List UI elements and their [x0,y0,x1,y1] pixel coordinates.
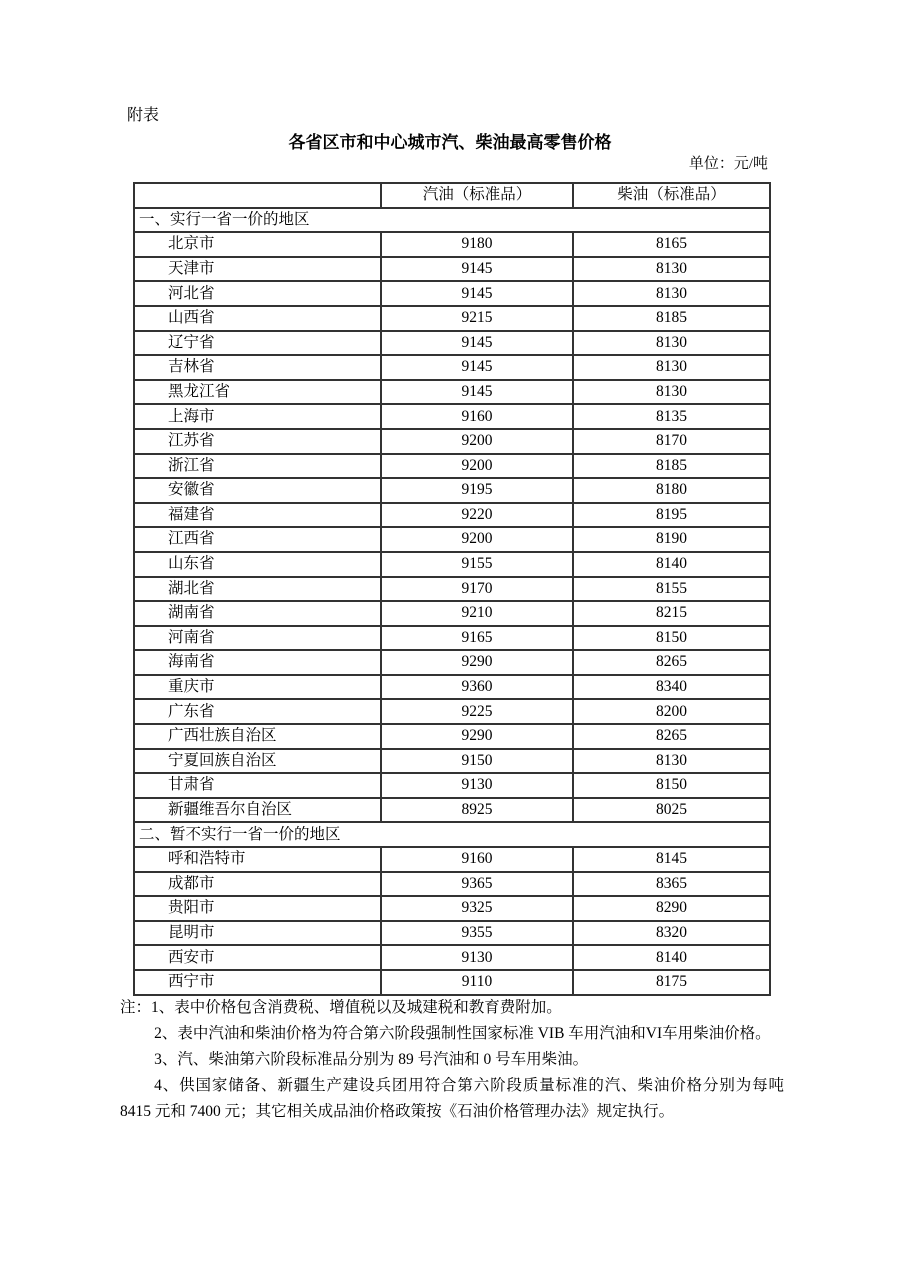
table-row [134,626,770,651]
gasoline-price-cell: 9325 [381,896,573,921]
diesel-price-cell: 8150 [573,773,770,798]
note-line: 2、表中汽油和柴油价格为符合第六阶段强制性国家标准 VIB 车用汽油和VI车用柴油价格。 [154,1025,771,1042]
gasoline-price-cell: 9160 [381,847,573,872]
section-header-row [134,822,770,847]
gasoline-price-cell: 9210 [381,601,573,626]
diesel-price-cell: 8290 [573,896,770,921]
table-row [134,847,770,872]
table-row [134,749,770,774]
table-row [134,232,770,257]
gasoline-price-cell: 9165 [381,626,573,651]
table-row [134,281,770,306]
table-row [134,773,770,798]
price-table [133,182,771,996]
diesel-price-cell: 8190 [573,527,770,552]
gasoline-price-cell: 9145 [381,257,573,282]
page-title: 各省区市和中心城市汽、柴油最高零售价格 [288,133,612,152]
region-cell: 甘肃省 [134,773,381,798]
region-cell: 海南省 [134,650,381,675]
region-cell: 天津市 [134,257,381,282]
table-row [134,552,770,577]
table-row [134,478,770,503]
diesel-price-cell: 8135 [573,404,770,429]
diesel-price-cell: 8180 [573,478,770,503]
table-row [134,306,770,331]
diesel-price-cell: 8320 [573,921,770,946]
region-cell: 安徽省 [134,478,381,503]
region-cell: 贵阳市 [134,896,381,921]
gasoline-price-cell: 9130 [381,945,573,970]
gasoline-price-cell: 9180 [381,232,573,257]
section-header: 二、暂不实行一省一价的地区 [134,822,770,847]
col-header-diesel: 柴油（标准品） [573,183,770,208]
attachment-label: 附表 [127,107,160,124]
diesel-price-cell: 8150 [573,626,770,651]
region-cell: 黑龙江省 [134,380,381,405]
region-cell: 辽宁省 [134,331,381,356]
region-cell: 西安市 [134,945,381,970]
region-cell: 江西省 [134,527,381,552]
diesel-price-cell: 8195 [573,503,770,528]
diesel-price-cell: 8130 [573,257,770,282]
gasoline-price-cell: 9225 [381,699,573,724]
table-row [134,429,770,454]
gasoline-price-cell: 9130 [381,773,573,798]
table-row [134,970,770,995]
table-row [134,257,770,282]
notes-block [120,995,784,1125]
table-row [134,454,770,479]
table-row [134,404,770,429]
region-cell: 河北省 [134,281,381,306]
col-header-region [134,183,381,208]
table-row [134,380,770,405]
gasoline-price-cell: 9360 [381,675,573,700]
diesel-price-cell: 8140 [573,552,770,577]
gasoline-price-cell: 9215 [381,306,573,331]
gasoline-price-cell: 9145 [381,355,573,380]
diesel-price-cell: 8165 [573,232,770,257]
region-cell: 昆明市 [134,921,381,946]
diesel-price-cell: 8130 [573,749,770,774]
region-cell: 吉林省 [134,355,381,380]
diesel-price-cell: 8265 [573,724,770,749]
region-cell: 西宁市 [134,970,381,995]
gasoline-price-cell: 9145 [381,281,573,306]
table-row [134,503,770,528]
region-cell: 成都市 [134,872,381,897]
note-line: 4、供国家储备、新疆生产建设兵团用符合第六阶段质量标准的汽、柴油价格分别为每吨 8415 元和 7400 元；其它相关成品油价格政策按《石油价格管理办法》规定执行。 [120,1077,784,1120]
gasoline-price-cell: 9355 [381,921,573,946]
region-cell: 上海市 [134,404,381,429]
region-cell: 福建省 [134,503,381,528]
diesel-price-cell: 8170 [573,429,770,454]
gasoline-price-cell: 9110 [381,970,573,995]
region-cell: 山西省 [134,306,381,331]
region-cell: 湖南省 [134,601,381,626]
gasoline-price-cell: 9145 [381,331,573,356]
diesel-price-cell: 8185 [573,306,770,331]
table-row [134,921,770,946]
diesel-price-cell: 8185 [573,454,770,479]
table-row [134,527,770,552]
table-row [134,355,770,380]
region-cell: 湖北省 [134,577,381,602]
gasoline-price-cell: 9220 [381,503,573,528]
region-cell: 北京市 [134,232,381,257]
region-cell: 宁夏回族自治区 [134,749,381,774]
diesel-price-cell: 8155 [573,577,770,602]
diesel-price-cell: 8140 [573,945,770,970]
region-cell: 呼和浩特市 [134,847,381,872]
region-cell: 浙江省 [134,454,381,479]
diesel-price-cell: 8145 [573,847,770,872]
gasoline-price-cell: 9365 [381,872,573,897]
table-row [134,724,770,749]
diesel-price-cell: 8130 [573,281,770,306]
table-row [134,650,770,675]
region-cell: 河南省 [134,626,381,651]
gasoline-price-cell: 9200 [381,454,573,479]
gasoline-price-cell: 9290 [381,724,573,749]
gasoline-price-cell: 9200 [381,429,573,454]
gasoline-price-cell: 9290 [381,650,573,675]
diesel-price-cell: 8340 [573,675,770,700]
gasoline-price-cell: 9170 [381,577,573,602]
diesel-price-cell: 8130 [573,355,770,380]
section-header: 一、实行一省一价的地区 [134,208,770,233]
note-line: 3、汽、柴油第六阶段标准品分别为 89 号汽油和 0 号车用柴油。 [154,1051,589,1068]
diesel-price-cell: 8200 [573,699,770,724]
region-cell: 重庆市 [134,675,381,700]
region-cell: 广西壮族自治区 [134,724,381,749]
table-row [134,331,770,356]
table-row [134,675,770,700]
region-cell: 江苏省 [134,429,381,454]
region-cell: 山东省 [134,552,381,577]
region-cell: 广东省 [134,699,381,724]
diesel-price-cell: 8025 [573,798,770,823]
col-header-gasoline: 汽油（标准品） [381,183,573,208]
gasoline-price-cell: 8925 [381,798,573,823]
region-cell: 新疆维吾尔自治区 [134,798,381,823]
table-row [134,577,770,602]
diesel-price-cell: 8130 [573,331,770,356]
table-row [134,872,770,897]
table-row [134,945,770,970]
table-row [134,798,770,823]
table-row [134,699,770,724]
note-line: 注：1、表中价格包含消费税、增值税以及城建税和教育费附加。 [120,999,562,1016]
diesel-price-cell: 8365 [573,872,770,897]
gasoline-price-cell: 9195 [381,478,573,503]
table-row [134,601,770,626]
gasoline-price-cell: 9145 [381,380,573,405]
diesel-price-cell: 8265 [573,650,770,675]
gasoline-price-cell: 9155 [381,552,573,577]
diesel-price-cell: 8175 [573,970,770,995]
table-header-row [134,183,770,208]
table-row [134,896,770,921]
unit-label: 单位：元/吨 [688,156,768,172]
diesel-price-cell: 8215 [573,601,770,626]
section-header-row [134,208,770,233]
diesel-price-cell: 8130 [573,380,770,405]
gasoline-price-cell: 9200 [381,527,573,552]
gasoline-price-cell: 9160 [381,404,573,429]
gasoline-price-cell: 9150 [381,749,573,774]
